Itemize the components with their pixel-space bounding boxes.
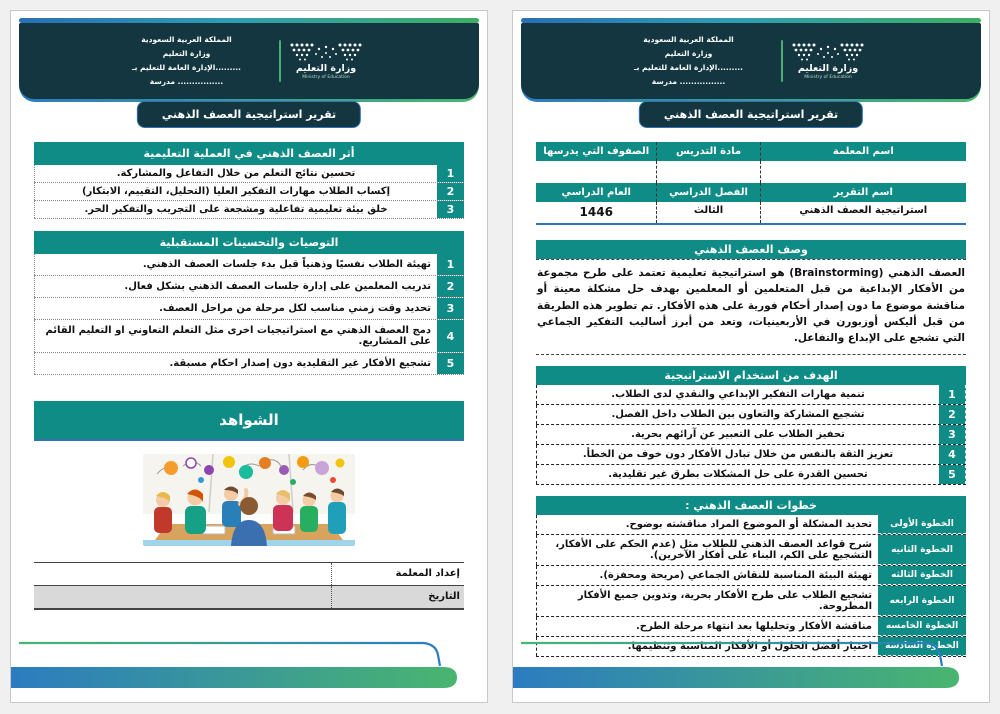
ministry-line: مدرسة ................ bbox=[149, 77, 224, 87]
date-row bbox=[34, 585, 464, 608]
step-label: الخطوة الثانيه bbox=[878, 535, 966, 565]
step-label: الخطوة الأولى bbox=[878, 515, 966, 534]
ministry-of-education-logo-icon bbox=[781, 40, 868, 82]
table-cell bbox=[536, 161, 656, 183]
logo-arabic-wordmark: وزارة التعليم bbox=[295, 63, 357, 74]
page-footer-decoration bbox=[513, 637, 991, 689]
list-item bbox=[34, 298, 464, 320]
item-number: 2 bbox=[939, 405, 966, 424]
ministry-text-block bbox=[634, 33, 743, 90]
step-text: تشجيع الطلاب على طرح الأفكار بحرية، وتدوين جميع الأفكار المطروحة. bbox=[536, 586, 878, 616]
item-number: 4 bbox=[437, 320, 464, 352]
list-item bbox=[34, 165, 464, 183]
item-text: تحفيز الطلاب على التعبير عن آرائهم بحرية. bbox=[536, 425, 939, 444]
step-text: تهيئة البيئة المناسبة للنقاش الجماعي (مريحة ومحفزة). bbox=[536, 566, 878, 585]
column-header: الصفوف التي يدرسها bbox=[536, 142, 656, 161]
recommendations-list bbox=[34, 254, 464, 375]
logo-dots-icon bbox=[788, 42, 868, 62]
item-text: تشجيع المشاركة والتعاون بين الطلاب داخل الفصل. bbox=[536, 405, 939, 424]
logo-english-wordmark: Ministry of Education bbox=[302, 75, 350, 80]
prepared-by-row bbox=[34, 563, 464, 585]
ministry-text-block bbox=[132, 33, 241, 90]
item-number: 4 bbox=[939, 445, 966, 464]
document-page-2 bbox=[10, 10, 488, 703]
step-row bbox=[536, 515, 966, 535]
item-text: إكساب الطلاب مهارات التفكير العليا (التحليل، التقييم، الابتكار) bbox=[34, 183, 437, 200]
document-page-1 bbox=[512, 10, 990, 703]
ministry-line: مدرسة ................ bbox=[651, 77, 726, 87]
item-text: دمج العصف الذهني مع استراتيجيات اخرى مثل التعلم التعاوني او التعليم القائم على المشاريع. bbox=[34, 320, 437, 352]
step-row bbox=[536, 535, 966, 566]
list-item bbox=[34, 320, 464, 353]
ministry-line: وزارة التعليم bbox=[664, 48, 713, 58]
table-cell bbox=[760, 161, 966, 183]
list-item bbox=[34, 183, 464, 201]
column-header: العام الدراسي bbox=[536, 183, 656, 202]
list-item bbox=[34, 276, 464, 298]
item-text: تنمية مهارات التفكير الإبداعي والنقدي لدى الطلاب. bbox=[536, 385, 939, 404]
column-header: مادة التدريس bbox=[656, 142, 759, 161]
list-item bbox=[34, 353, 464, 375]
section-title-evidence: الشواهد bbox=[34, 401, 464, 441]
report-title-banner: تقرير استراتيجية العصف الذهني bbox=[639, 101, 863, 128]
list-item bbox=[536, 445, 966, 465]
list-item bbox=[536, 385, 966, 405]
section-title-goals: الهدف من استخدام الاستراتيجية bbox=[536, 366, 966, 385]
list-item bbox=[536, 405, 966, 425]
step-text: اختيار أفضل الحلول أو الأفكار المناسبة وتنظيمها. bbox=[536, 637, 878, 656]
column-header: اسم التقرير bbox=[760, 183, 966, 202]
ministry-line: وزارة التعليم bbox=[162, 48, 211, 58]
logo-arabic-wordmark: وزارة التعليم bbox=[797, 63, 859, 74]
step-row bbox=[536, 617, 966, 637]
logo-english-wordmark: Ministry of Education bbox=[804, 75, 852, 80]
column-header: الفصل الدراسي bbox=[656, 183, 759, 202]
column-header: اسم المعلمة bbox=[760, 142, 966, 161]
item-number: 3 bbox=[939, 425, 966, 444]
description-paragraph: العصف الذهني (Brainstorming) هو استراتيجية تعليمية تعتمد على طرح مجموعة من الأفكار الإبداعية من قبل المتعلمين أو المعلمين بهدف حل مشكلة معينة أو مناقشة موضوع ما دون إصدار أحكام فورية على هذه الأفكار. تم تطوير هذه الطريقة من قبل أليكس أوزبورن في الأربعينيات، وتعد من أبرز أساليب التفكير الجماعي التي تشجع على الإبداع والتفاعل. bbox=[536, 259, 966, 355]
page-header bbox=[513, 18, 989, 121]
item-text: تشجيع الأفكار غير التقليدية دون إصدار احكام مسبقة. bbox=[34, 353, 437, 374]
step-label: الخطوة السادسه bbox=[878, 637, 966, 656]
item-text: تدريب المعلمين على إدارة جلسات العصف الذهني بشكل فعال. bbox=[34, 276, 437, 297]
list-item bbox=[34, 254, 464, 276]
step-text: مناقشة الأفكار وتحليلها بعد انتهاء مرحلة الطرح. bbox=[536, 617, 878, 636]
step-text: تحديد المشكلة أو الموضوع المراد مناقشته بوضوح. bbox=[536, 515, 878, 534]
step-label: الخطوة الخامسه bbox=[878, 617, 966, 636]
goals-list bbox=[536, 385, 966, 485]
ministry-line: الإدارة العامة للتعليم بـ......... bbox=[132, 63, 241, 72]
step-text: شرح قواعد العصف الذهني للطلاب مثل (عدم الحكم على الأفكار، التشجيع على الكم، البناء على أفكار الآخرين). bbox=[536, 535, 878, 565]
ministry-line: المملكة العربية السعودية bbox=[643, 34, 734, 44]
table-cell bbox=[656, 161, 759, 183]
impact-list bbox=[34, 165, 464, 219]
date-label: التاريخ bbox=[331, 586, 464, 608]
ministry-line: الإدارة العامة للتعليم بـ......... bbox=[634, 63, 743, 72]
prepared-by-value bbox=[34, 563, 331, 585]
section-title-description: وصف العصف الذهني bbox=[536, 240, 966, 259]
table-cell-report-name: استراتيجية العصف الذهني bbox=[760, 202, 966, 223]
item-text: تحسين القدرة على حل المشكلات بطرق غير تقليدية. bbox=[536, 465, 939, 484]
item-text: خلق بيئة تعليمية تفاعلية ومشجعة على التجريب والتفكير الحر. bbox=[34, 201, 437, 218]
item-number: 3 bbox=[437, 298, 464, 319]
list-item bbox=[34, 201, 464, 219]
report-title-banner: تقرير استراتيجية العصف الذهني bbox=[137, 101, 361, 128]
list-item bbox=[536, 465, 966, 485]
item-text: تهيئة الطلاب نفسيًا وذهنياً قبل بدء جلسات العصف الذهني. bbox=[34, 254, 437, 275]
list-item bbox=[536, 425, 966, 445]
table-cell-semester: الثالث bbox=[656, 202, 759, 223]
evidence-illustration bbox=[143, 454, 355, 546]
item-number: 1 bbox=[437, 165, 464, 182]
teacher-info-table bbox=[536, 142, 966, 225]
page-footer-decoration bbox=[11, 637, 489, 689]
step-row bbox=[536, 586, 966, 617]
item-text: تحسين نتائج التعلم من خلال التفاعل والمشاركة. bbox=[34, 165, 437, 182]
item-number: 5 bbox=[939, 465, 966, 484]
step-label: الخطوة الثالثه bbox=[878, 566, 966, 585]
item-number: 1 bbox=[437, 254, 464, 275]
ministry-of-education-logo-icon bbox=[279, 40, 366, 82]
item-number: 2 bbox=[437, 183, 464, 200]
logo-dots-icon bbox=[286, 42, 366, 62]
signoff-table bbox=[34, 562, 464, 610]
item-text: تحديد وقت زمني مناسب لكل مرحلة من مراحل العصف. bbox=[34, 298, 437, 319]
ministry-line: المملكة العربية السعودية bbox=[141, 34, 232, 44]
table-cell-year: 1446 bbox=[579, 205, 613, 219]
item-text: تعزيز الثقة بالنفس من خلال تبادل الأفكار دون خوف من الخطأ. bbox=[536, 445, 939, 464]
page-header bbox=[11, 18, 487, 121]
section-title-impact: أثر العصف الذهني في العملية التعليمية bbox=[34, 142, 464, 165]
prepared-by-label: إعداد المعلمة bbox=[331, 563, 464, 585]
item-number: 2 bbox=[437, 276, 464, 297]
section-title-steps: خطوات العصف الذهني : bbox=[536, 496, 966, 515]
section-title-recommendations: التوصيات والتحسينات المستقبلية bbox=[34, 231, 464, 254]
step-label: الخطوة الرابعه bbox=[878, 586, 966, 616]
step-row bbox=[536, 566, 966, 586]
item-number: 3 bbox=[437, 201, 464, 218]
item-number: 1 bbox=[939, 385, 966, 404]
item-number: 5 bbox=[437, 353, 464, 374]
date-value bbox=[34, 586, 331, 608]
